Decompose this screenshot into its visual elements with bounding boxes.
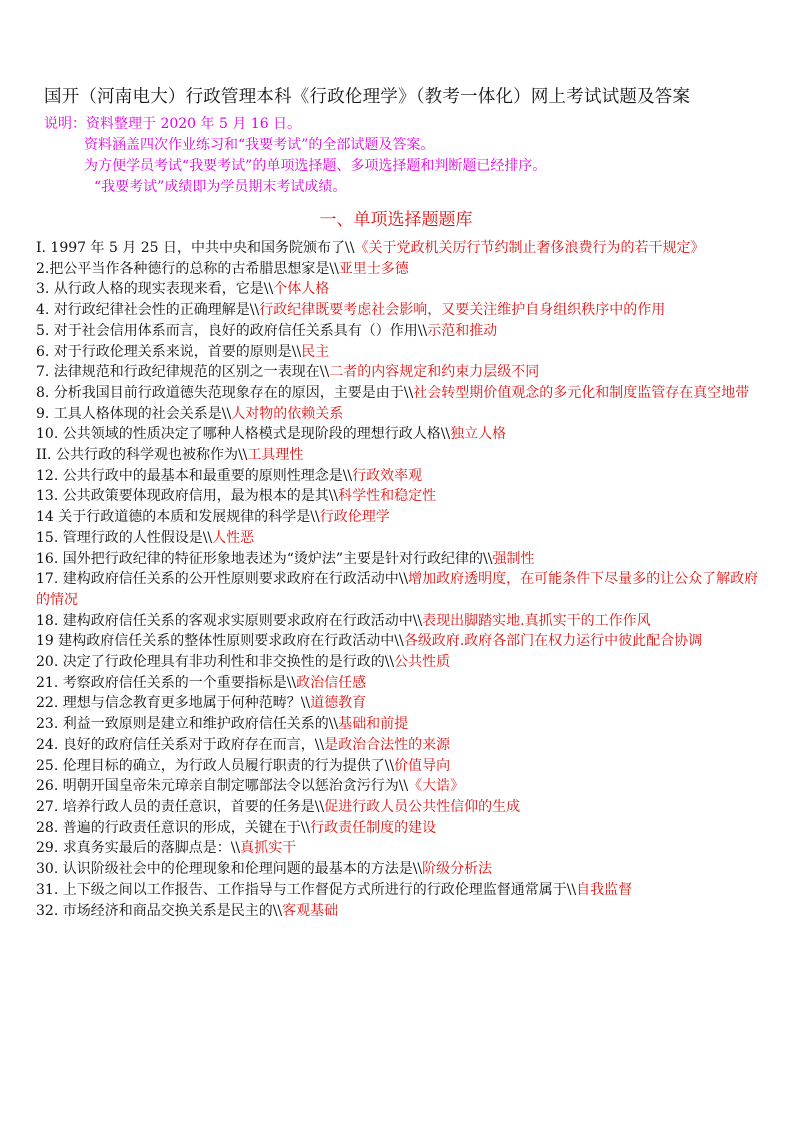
question-text: 26. 明朝开国皇帝朱元璋亲自制定哪部法令以惩治贪污行为\\ bbox=[36, 778, 409, 795]
question-item bbox=[36, 279, 761, 300]
question-item bbox=[36, 756, 761, 777]
question-text: 16. 国外把行政纪律的特征形象地表述为“烫炉法”主要是针对行政纪律的\\ bbox=[36, 550, 493, 567]
question-item bbox=[36, 652, 761, 673]
answer-text: 个体人格 bbox=[273, 281, 330, 298]
question-item bbox=[36, 549, 761, 570]
question-item bbox=[36, 300, 761, 321]
question-text: 22. 理想与信念教育更多地属于何种范畴？\\ bbox=[36, 695, 311, 712]
question-text: I. 1997 年 5 月 25 日，中共中央和国务院颁布了\\ bbox=[36, 240, 355, 256]
answer-text: 民主 bbox=[301, 343, 330, 360]
question-item bbox=[36, 424, 761, 445]
question-item bbox=[36, 631, 761, 652]
question-text: 27. 培养行政人员的责任意识，首要的任务是\\ bbox=[36, 798, 325, 815]
answer-text: 价值导向 bbox=[394, 757, 451, 774]
question-text: 29. 求真务实最后的落脚点是：\\ bbox=[36, 840, 241, 857]
answer-text: 独立人格 bbox=[450, 426, 507, 443]
question-text: 6. 对于行政伦理关系来说，首要的原则是\\ bbox=[36, 343, 302, 360]
question-item bbox=[36, 466, 761, 487]
answer-text: 阶级分析法 bbox=[422, 861, 493, 878]
answer-text: 工具理性 bbox=[247, 447, 304, 464]
answer-text: 行政纪律既要考虑社会影响，又要关注维护自身组织秩序中的作用 bbox=[259, 302, 666, 319]
question-text: 12. 公共行政中的最基本和最重要的原则性理念是\\ bbox=[36, 467, 353, 484]
question-item bbox=[36, 486, 761, 507]
answer-text: 是政治合法性的来源 bbox=[324, 736, 451, 753]
question-text: 14 关于行政道德的本质和发展规律的科学是\\ bbox=[36, 509, 320, 526]
question-item bbox=[36, 838, 761, 859]
question-item bbox=[36, 259, 761, 280]
question-item bbox=[36, 383, 761, 404]
answer-text: 行政效率观 bbox=[352, 467, 423, 484]
question-text: 18. 建构政府信任关系的客观求实原则要求政府在行政活动中\\ bbox=[36, 612, 423, 629]
question-item bbox=[36, 818, 761, 839]
question-item bbox=[36, 693, 761, 714]
answer-text: 人性恶 bbox=[212, 529, 255, 546]
question-text: 17. 建构政府信任关系的公开性原则要求政府在行政活动中\\ bbox=[36, 571, 409, 588]
question-text: 8. 分析我国目前行政道德失范现象存在的原因，主要是由于\\ bbox=[36, 384, 414, 401]
question-text: 13. 公共政策要体现政府信用，最为根本的是其\\ bbox=[36, 488, 339, 505]
answer-text: 亚里士多德 bbox=[338, 260, 409, 277]
question-text: 20. 决定了行政伦理具有非功利性和非交换性的是行政的\\ bbox=[36, 654, 395, 671]
note-line-2: 资料涵盖四次作业练习和“我要考试”的全部试题及答案。 bbox=[84, 137, 435, 153]
note-line-1: 说明：资料整理于 2020 年 5 月 16 日。 bbox=[44, 116, 302, 132]
question-text: 30. 认识阶级社会中的伦理现象和伦理问题的最基本的方法是\\ bbox=[36, 861, 423, 878]
question-text: 10. 公共领域的性质决定了哪种人格模式是现阶段的理想行政人格\\ bbox=[36, 426, 451, 443]
question-text: 4. 对行政纪律社会性的正确理解是\\ bbox=[36, 302, 260, 319]
section-title: 一、单项选择题题库 bbox=[319, 210, 473, 230]
note-line-4: “我要考试”成绩即为学员期末考试成绩。 bbox=[94, 179, 347, 195]
answer-text: 示范和推动 bbox=[427, 322, 498, 339]
answer-text: 各级政府.政府各部门在权力运行中彼此配合协调 bbox=[403, 633, 703, 650]
question-item bbox=[36, 735, 761, 756]
question-text: 28. 普遍的行政责任意识的形成，关键在于\\ bbox=[36, 819, 311, 836]
question-item bbox=[36, 445, 761, 466]
question-text: 5. 对于社会信用体系而言，良好的政府信任关系具有（）作用\\ bbox=[36, 322, 428, 339]
answer-text: 基础和前提 bbox=[338, 716, 409, 733]
question-text: 19 建构政府信任关系的整体性原则要求政府在行政活动中\\ bbox=[36, 633, 404, 650]
question-text: 7. 法律规范和行政纪律规范的区别之一表现在\\ bbox=[36, 364, 330, 381]
document-title: 国开（河南电大）行政管理本科《行政伦理学》（教考一体化）网上考试试题及答案 bbox=[44, 87, 691, 107]
answer-text: 增加政府透明度，在可能条件下尽量多的让公众了解政府的情况 bbox=[36, 571, 759, 608]
answer-text: 促进行政人员公共性信仰的生成 bbox=[324, 798, 521, 815]
question-text: 15. 管理行政的人性假设是\\ bbox=[36, 529, 213, 546]
question-text: 24. 良好的政府信任关系对于政府存在而言，\\ bbox=[36, 736, 325, 753]
question-text: 2.把公平当作各种德行的总称的古希腊思想家是\\ bbox=[36, 260, 339, 277]
answer-text: 《大诰》 bbox=[408, 778, 465, 795]
answer-text: 公共性质 bbox=[394, 654, 451, 671]
question-item bbox=[36, 321, 761, 342]
question-text: 3. 从行政人格的现实表现来看，它是\\ bbox=[36, 281, 274, 298]
question-text: 25. 伦理目标的确立，为行政人员履行职责的行为提供了\\ bbox=[36, 757, 395, 774]
notes-block bbox=[44, 114, 764, 198]
question-item bbox=[36, 776, 761, 797]
answer-text: 道德教育 bbox=[310, 695, 367, 712]
question-text: 9. 工具人格体现的社会关系是\\ bbox=[36, 405, 232, 422]
question-text: 21. 考察政府信任关系的一个重要指标是\\ bbox=[36, 674, 297, 691]
question-list bbox=[36, 238, 761, 921]
answer-text: 人对物的依赖关系 bbox=[231, 405, 344, 422]
answer-text: 《关于党政机关厉行节约制止奢侈浪费行为的若干规定》 bbox=[354, 240, 705, 256]
answer-text: 科学性和稳定性 bbox=[338, 488, 437, 505]
question-item bbox=[36, 673, 761, 694]
question-text: 32. 市场经济和商品交换关系是民主的\\ bbox=[36, 902, 283, 919]
answer-text: 自我监督 bbox=[576, 881, 633, 898]
answer-text: 政治信任感 bbox=[296, 674, 367, 691]
question-item bbox=[36, 528, 761, 549]
question-item bbox=[36, 404, 761, 425]
question-item bbox=[36, 797, 761, 818]
answer-text: 表现出脚踏实地.真抓实干的工作作风 bbox=[422, 612, 651, 629]
question-text: 31. 上下级之间以工作报告、工作指导与工作督促方式所进行的行政伦理监督通常属于\\ bbox=[36, 881, 577, 898]
question-item bbox=[36, 714, 761, 735]
answer-text: 客观基础 bbox=[282, 902, 339, 919]
question-item bbox=[36, 859, 761, 880]
answer-text: 强制性 bbox=[492, 550, 535, 567]
question-item bbox=[36, 238, 761, 259]
question-item bbox=[36, 362, 761, 383]
question-text: II. 公共行政的科学观也被称作为\\ bbox=[36, 447, 248, 464]
question-item bbox=[36, 880, 761, 901]
question-item bbox=[36, 569, 761, 610]
question-item bbox=[36, 901, 761, 922]
answer-text: 真抓实干 bbox=[240, 840, 297, 857]
answer-text: 行政伦理学 bbox=[319, 509, 390, 526]
note-line-3: 为方便学员考试“我要考试”的单项选择题、多项选择题和判断题已经排序。 bbox=[84, 158, 547, 174]
answer-text: 行政责任制度的建设 bbox=[310, 819, 437, 836]
answer-text: 二者的内容规定和约束力层级不同 bbox=[329, 364, 540, 381]
answer-text: 社会转型期价值观念的多元化和制度监管存在真空地带 bbox=[413, 384, 750, 401]
question-item bbox=[36, 507, 761, 528]
question-item bbox=[36, 342, 761, 363]
question-item bbox=[36, 611, 761, 632]
question-text: 23. 利益一致原则是建立和维护政府信任关系的\\ bbox=[36, 716, 339, 733]
